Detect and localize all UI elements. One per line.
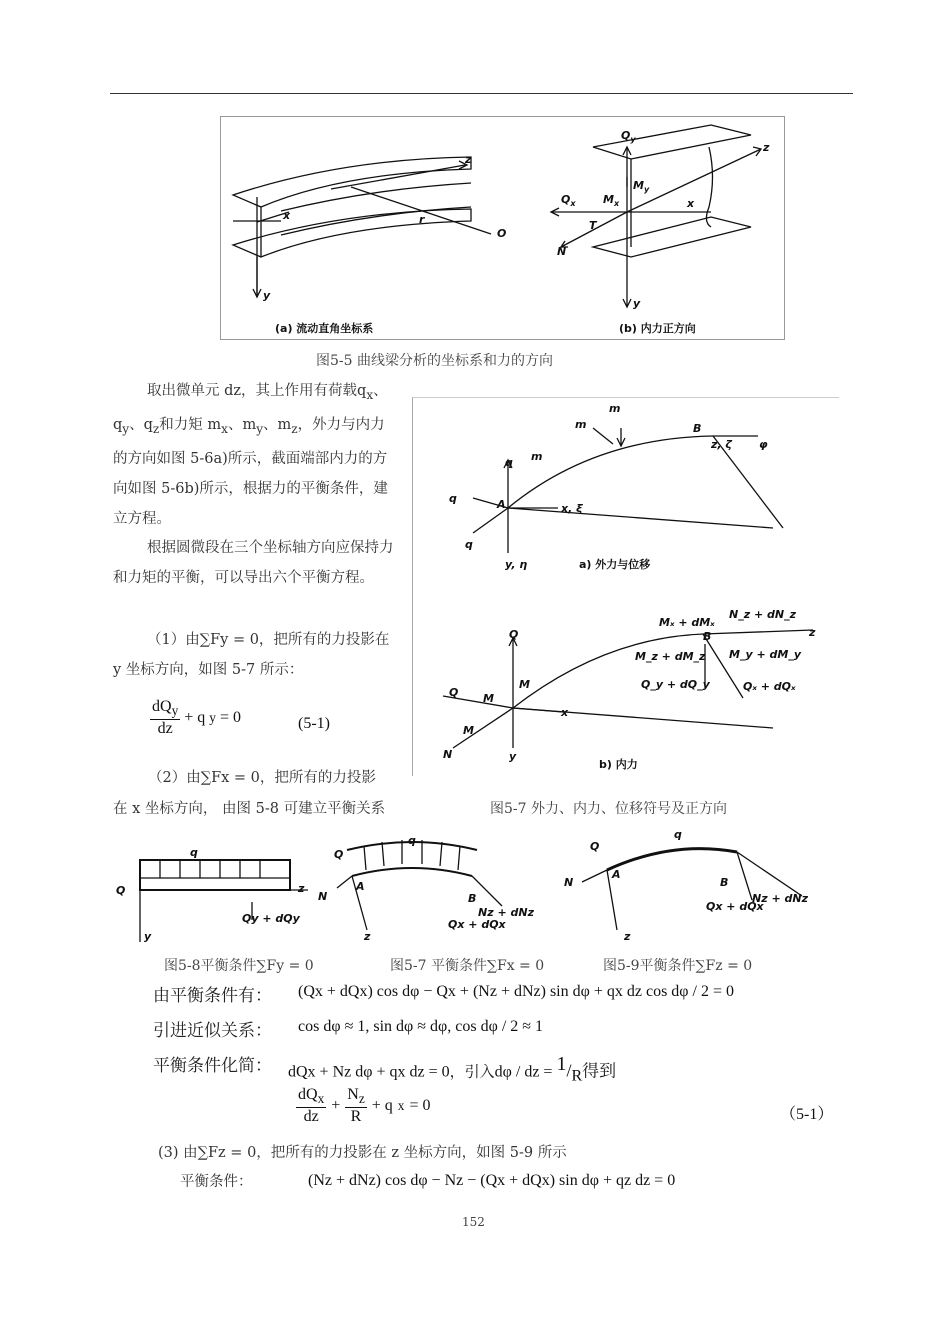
axis-y-label-b: y — [633, 297, 641, 310]
figure-5-5 — [220, 116, 785, 340]
Nz-dNz-label: N_z + dN_z — [729, 608, 796, 621]
Nz-dNz-label-59: Nz + dNz — [752, 892, 808, 905]
axis-y-label-b7: y — [509, 750, 517, 763]
my-label: m — [609, 402, 621, 415]
Mz-label-b7: M — [463, 724, 474, 737]
qy-label-a: q — [505, 456, 513, 469]
figure-5-5-caption: 图5-5 曲线梁分析的坐标系和力的方向 — [316, 353, 553, 369]
y-eta-label: y, η — [505, 558, 528, 571]
eq-line-1-label: 由平衡条件有： — [153, 986, 272, 1006]
center-O-label: O — [497, 227, 507, 240]
eq-line-1: (Qx + dQx) cos dφ − Qx + (Nz + dNz) sin dφ + qx dz cos dφ / 2 = 0 — [298, 983, 735, 1000]
figure-5-7b-caption: b) 内力 — [599, 758, 638, 771]
equation-5-1a-label: (5-1) — [298, 715, 330, 732]
axis-z-label-b: z — [763, 141, 770, 154]
Qy-label-58: Q — [116, 884, 126, 897]
item-1-text: （1）由∑Fy = 0，把所有的力投影在 y 坐标方向，如图 5-7 所示： — [113, 632, 390, 678]
Qx-dQx-label: Qₓ + dQₓ — [743, 680, 796, 693]
figure-5-5a-caption: (a) 流动直角坐标系 — [275, 322, 374, 335]
figure-5-5b-caption: (b) 内力正方向 — [619, 322, 696, 335]
point-B-label-b: B — [703, 630, 712, 643]
My-label-b7: M — [519, 678, 530, 691]
Nz-label-b7: N — [443, 748, 453, 761]
axis-x-label-b7: x — [561, 706, 569, 719]
y-label-58: y — [144, 930, 152, 943]
T-label-b: T — [589, 219, 597, 232]
radius-label: r — [419, 213, 425, 226]
Qx-label-59: Q — [590, 840, 600, 853]
equation-5-1b: $\frac{dQ_x}{dz}$ + $\frac{N_z}{R}$ + q x = 0 — [298, 1086, 431, 1126]
figure-5-7a-caption: a) 外力与位移 — [579, 558, 651, 571]
figure-5-7-drawing — [413, 398, 839, 776]
Qx-label-b7: Q — [449, 686, 459, 699]
z-label-58: z — [298, 882, 305, 895]
fig-5-7-fx-caption: 图5-7 平衡条件∑Fx = 0 — [390, 958, 545, 974]
B-label-57s: B — [468, 892, 477, 905]
item-3-cond-label: 平衡条件： — [180, 1174, 253, 1190]
item-3-line: (3) 由∑Fz = 0，把所有的力投影在 z 坐标方向，如图 5-9 所示 — [158, 1145, 567, 1161]
page-number: 152 — [462, 1215, 485, 1229]
header-rule — [110, 93, 853, 94]
eq-line-2-label: 引进近似关系： — [153, 1021, 272, 1041]
Qy-label-b: $Q_y$ — [621, 129, 636, 144]
small-figures-row — [112, 830, 812, 948]
Qy-label-b7: Q — [509, 628, 519, 641]
axis-x-label-a: x — [283, 209, 291, 222]
eq-line-3: dQx + Nz dφ + qx dz = 0，引入dφ / dz = $^1/_R$得到 — [288, 1053, 617, 1085]
Mx-label-b7: M — [483, 692, 494, 705]
A-label-59: A — [612, 868, 621, 881]
Qx-label-57s: Q — [334, 848, 344, 861]
fig-5-8-caption: 图5-8平衡条件∑Fy = 0 — [164, 958, 314, 974]
Qx-dQx-label-59: Qx + dQx — [706, 900, 764, 913]
figure-5-5-drawing — [221, 117, 784, 339]
item-2-line1: （2）由∑Fx = 0，把所有的力投影 — [148, 770, 376, 786]
axis-z-label-a: z — [465, 153, 472, 166]
axis-y-label-a: y — [263, 289, 271, 302]
Qx-label-b: $Q_x$ — [561, 193, 576, 208]
figure-5-7-caption: 图5-7 外力、内力、位移符号及正方向 — [490, 801, 727, 817]
qz-label-59: q — [674, 830, 682, 841]
eq-line-3-label: 平衡条件化简： — [153, 1056, 272, 1076]
My-dMy-label: M_y + dM_y — [729, 648, 801, 661]
B-label-59: B — [720, 876, 729, 889]
x-xi-label: x, ξ — [561, 502, 583, 515]
Qx-dQx-label-57s: Qx + dQx — [448, 918, 506, 931]
z-zeta-label: z, ζ — [711, 438, 732, 451]
qx-label-57s: q — [408, 834, 416, 847]
Nz-label-59: N — [564, 876, 574, 889]
My-label-b: $M_y$ — [633, 179, 650, 194]
qz-label-a: q — [465, 538, 473, 551]
fig-5-9-caption: 图5-9平衡条件∑Fz = 0 — [603, 958, 753, 974]
qy-label-58: q — [190, 846, 198, 859]
Nz-dNz-label-57s: Nz + dNz — [478, 906, 534, 919]
small-figures-drawing — [112, 830, 812, 948]
Nz-label-57s: N — [318, 890, 328, 903]
equation-5-1b-label: （5-1） — [780, 1106, 834, 1123]
eq-line-2: cos dφ ≈ 1, sin dφ ≈ dφ, cos dφ / 2 ≈ 1 — [298, 1018, 544, 1035]
mx-label: m — [531, 450, 543, 463]
axis-x-label-b: x — [687, 197, 695, 210]
N-label-b: N — [557, 245, 567, 258]
mz-label: m — [575, 418, 587, 431]
axis-z-label-b7: z — [809, 626, 816, 639]
item-2-line2: 在 x 坐标方向， 由图 5-8 可建立平衡关系 — [113, 801, 386, 817]
phi-label: φ — [759, 438, 768, 451]
Mx-dMx-label: Mₓ + dMₓ — [659, 616, 715, 629]
Mz-dMz-label: M_z + dM_z — [635, 650, 706, 663]
point-A-label-a: A — [497, 498, 506, 511]
item-3-cond-eq: (Nz + dNz) cos dφ − Nz − (Qx + dQx) sin dφ + qz dz = 0 — [308, 1172, 676, 1189]
intro-paragraph-2: 根据圆微段在三个坐标轴方向应保持力和力矩的平衡，可以导出六个平衡方程。 — [113, 540, 394, 586]
Qy-dQy-label: Q_y + dQ_y — [641, 678, 710, 691]
figure-5-7 — [412, 397, 839, 776]
z-label-59: z — [624, 930, 631, 943]
A-label-57s: A — [356, 880, 365, 893]
Mx-label-b: $M_x$ — [603, 193, 620, 208]
Qy-dQy-label-58: Qy + dQy — [242, 912, 300, 925]
point-B-label-a: B — [693, 422, 702, 435]
z-label-57s: z — [364, 930, 371, 943]
intro-paragraph-1: 取出微单元 dz，其上作用有荷载$q_x$、$q_y$、$q_z$和力矩 $m_x$、$m_y$、$m_z$，外力与内力的方向如图 5-6a)所示，截面端部内力的方向如图 5-6b)所示，根据力的平衡条件，建立方程。 — [113, 383, 388, 527]
equation-5-1a: $\frac{dQ_y}{dz}$ + q y = 0 — [152, 698, 241, 738]
qx-label-a: q — [449, 492, 457, 505]
